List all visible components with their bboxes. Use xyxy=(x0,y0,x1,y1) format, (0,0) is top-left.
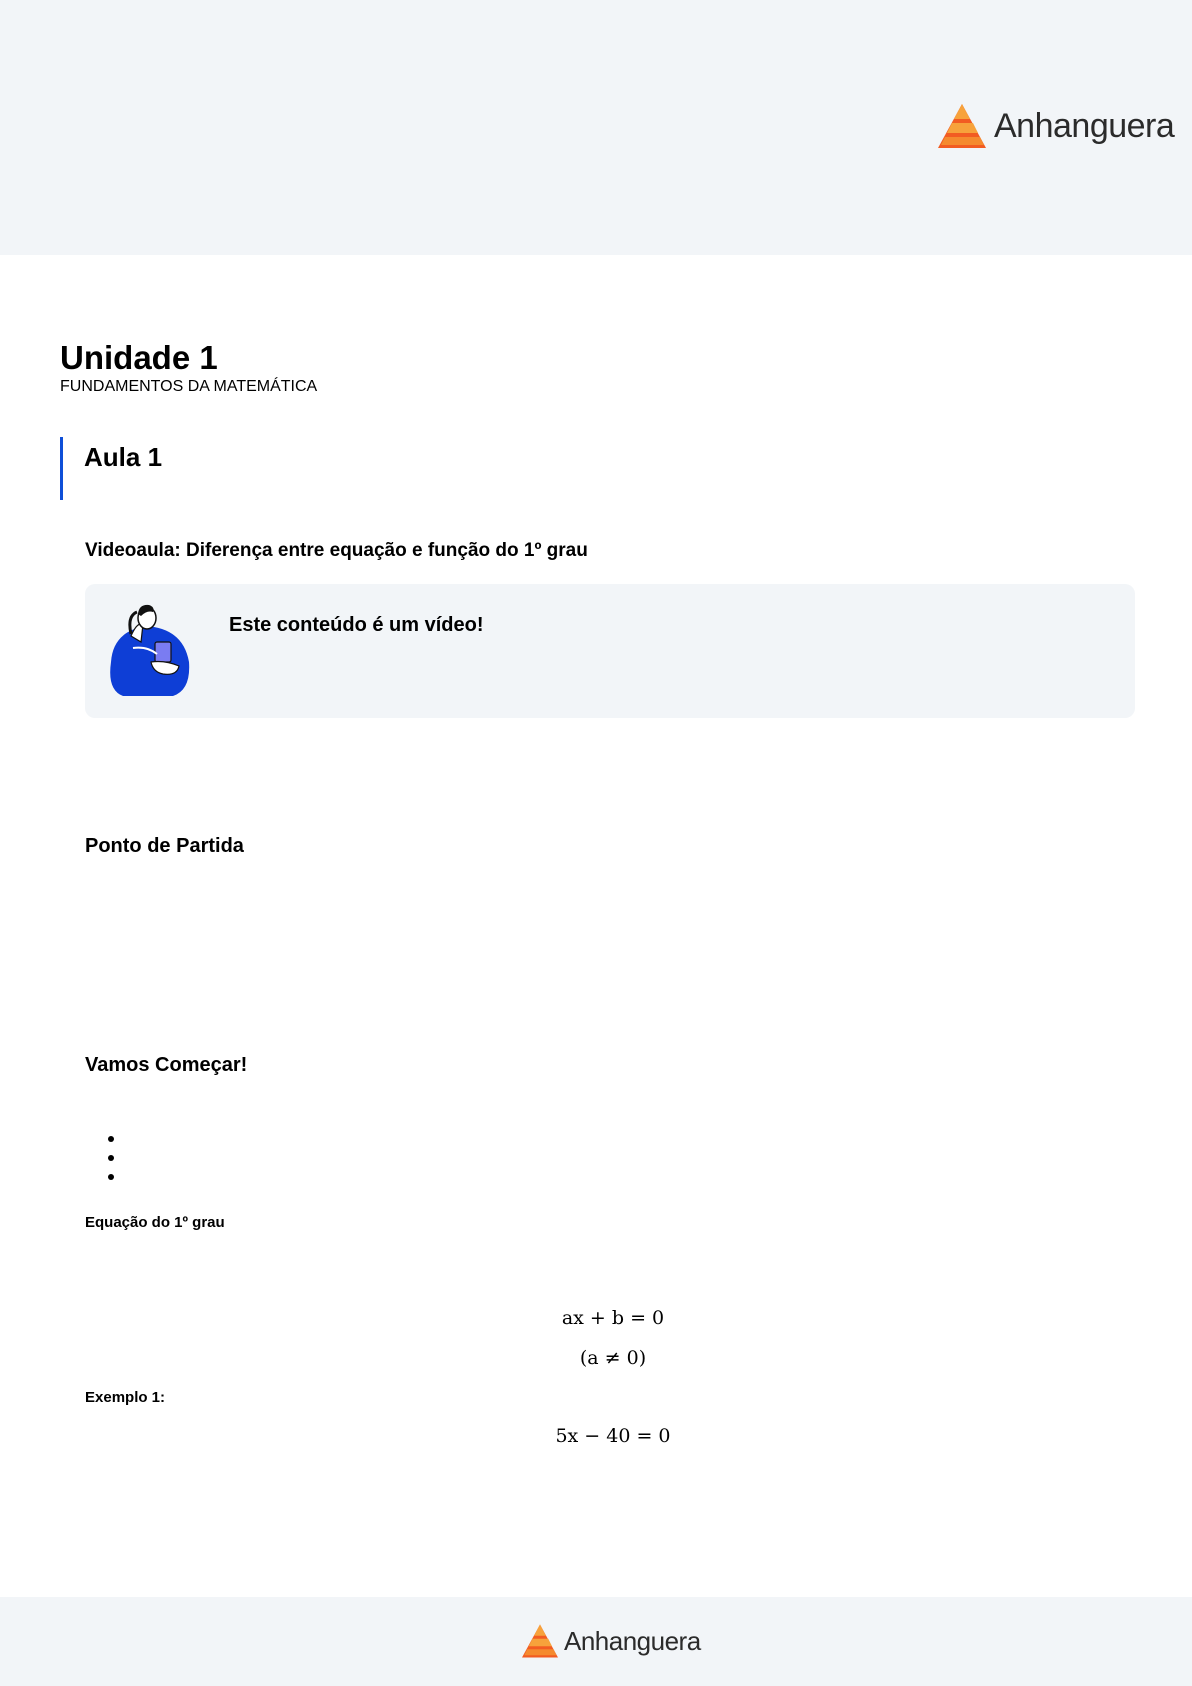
video-card[interactable] xyxy=(85,584,1135,718)
unit-title: Unidade 1 xyxy=(60,339,218,376)
person-holding-mug-icon xyxy=(103,602,195,703)
footer-logo xyxy=(520,1623,701,1659)
lesson-title: Aula 1 xyxy=(84,442,163,472)
equation-condition: (a ≠ 0) xyxy=(579,1347,647,1369)
section-heading-vamos-comecar: Vamos Começar! xyxy=(85,1054,248,1076)
brand-name: Anhanguera xyxy=(994,106,1175,145)
list-item xyxy=(108,1155,114,1161)
lesson-block xyxy=(60,437,162,500)
header-logo xyxy=(936,102,1174,150)
equation-heading: Equação do 1º grau xyxy=(85,1214,225,1231)
example-heading: Exemplo 1: xyxy=(85,1389,166,1406)
section-heading-ponto-de-partida: Ponto de Partida xyxy=(85,835,244,857)
video-message: Este conteúdo é um vídeo! xyxy=(229,614,484,636)
equation-general-form: ax + b = 0 xyxy=(561,1307,665,1329)
brand-name: Anhanguera xyxy=(564,1625,701,1656)
video-heading: Videoaula: Diferença entre equação e função do 1º grau xyxy=(85,540,588,561)
page-footer xyxy=(0,1597,1192,1686)
list-item xyxy=(108,1136,114,1142)
anhanguera-triangle-logo-icon xyxy=(936,102,988,150)
anhanguera-triangle-logo-icon xyxy=(520,1623,560,1659)
example-equation: 5x − 40 = 0 xyxy=(555,1425,671,1447)
unit-subtitle: FUNDAMENTOS DA MATEMÁTICA xyxy=(60,378,318,395)
page-header xyxy=(0,0,1192,255)
list-item xyxy=(108,1174,114,1180)
bullet-list xyxy=(108,1136,114,1193)
